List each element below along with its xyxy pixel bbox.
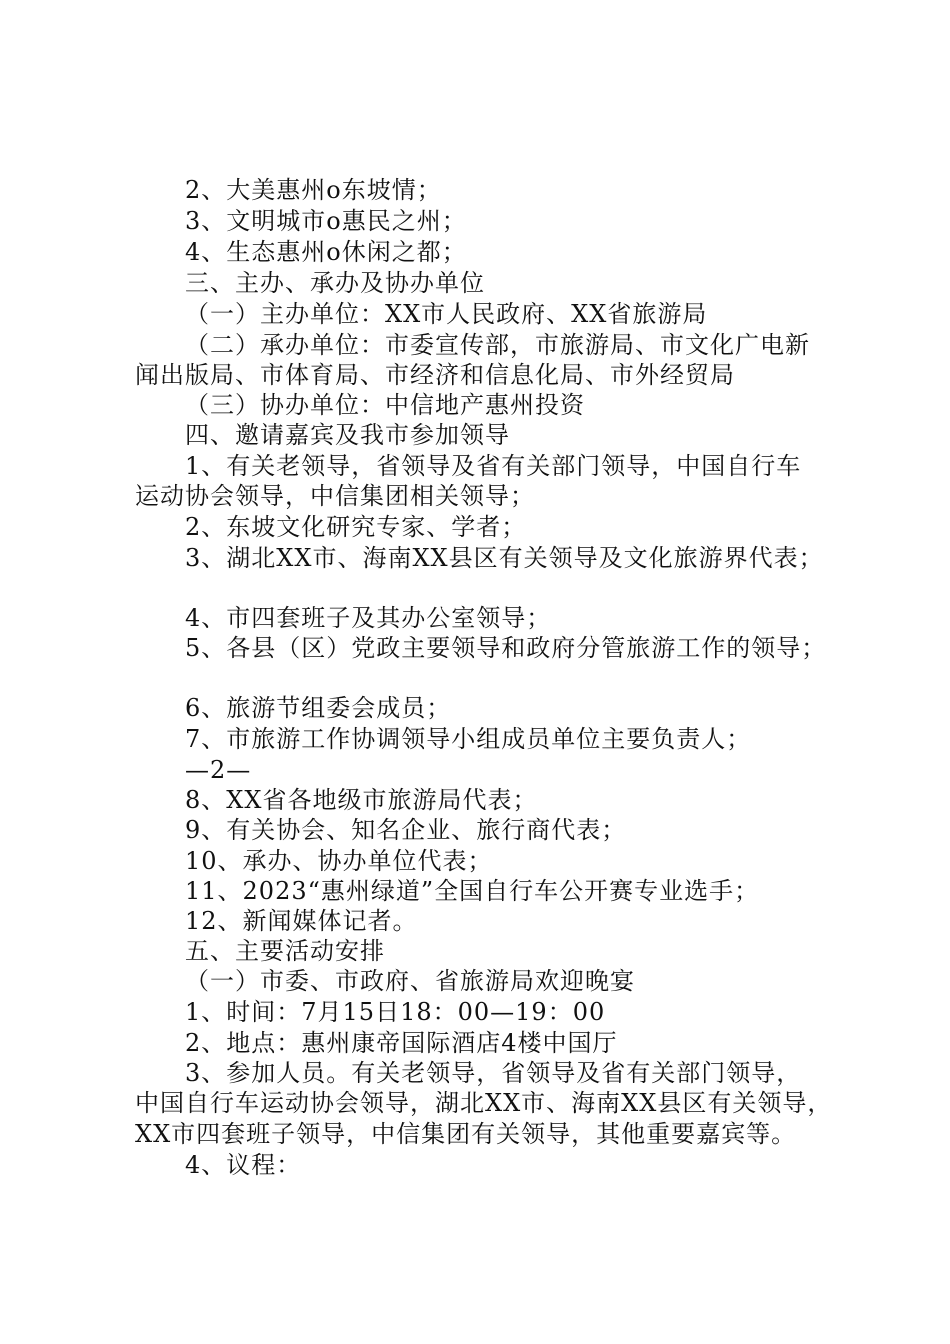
list-item: 闻出版局、市体育局、市经济和信息化局、市外经贸局 [135, 361, 735, 389]
list-item: 3、文明城市o惠民之州； [185, 207, 467, 235]
list-item: 中国自行车运动协会领导，湖北XX市、海南XX县区有关领导， [135, 1089, 833, 1117]
list-item: 4、生态惠州o休闲之都； [185, 238, 467, 266]
section-heading: 三、主办、承办及协办单位 [185, 269, 485, 297]
list-item: 12、新闻媒体记者。 [185, 907, 418, 935]
list-item: XX市四套班子领导，中信集团有关领导，其他重要嘉宾等。 [135, 1120, 797, 1148]
list-item: 7、市旅游工作协调领导小组成员单位主要负责人； [185, 725, 752, 753]
list-item: （三）协办单位：中信地产惠州投资 [185, 391, 585, 419]
list-item: 3、湖北XX市、海南XX县区有关领导及文化旅游界代表； [185, 544, 824, 572]
list-item: 4、议程： [185, 1151, 302, 1179]
list-item: 1、时间：7月15日18：00—19：00 [185, 998, 606, 1026]
list-item: 2、地点：惠州康帝国际酒店4楼中国厅 [185, 1029, 618, 1057]
list-item: （二）承办单位：市委宣传部，市旅游局、市文化广电新 [185, 331, 810, 359]
list-item: 10、承办、协办单位代表； [185, 847, 493, 875]
list-item: 2、大美惠州o东坡情； [185, 176, 442, 204]
list-item: 2、东坡文化研究专家、学者； [185, 513, 527, 541]
list-item: 11、2023“惠州绿道”全国自行车公开赛专业选手； [185, 877, 760, 905]
list-item: 1、有关老领导，省领导及省有关部门领导，中国自行车 [185, 452, 802, 480]
list-item: （一）主办单位：XX市人民政府、XX省旅游局 [185, 300, 708, 328]
list-item: 6、旅游节组委会成员； [185, 694, 452, 722]
page-number: —2— [185, 756, 252, 784]
list-item: 5、各县（区）党政主要领导和政府分管旅游工作的领导； [185, 634, 827, 662]
list-item: （一）市委、市政府、省旅游局欢迎晚宴 [185, 967, 635, 995]
list-item: 4、市四套班子及其办公室领导； [185, 604, 552, 632]
list-item: 9、有关协会、知名企业、旅行商代表； [185, 816, 627, 844]
list-item: 运动协会领导，中信集团相关领导； [135, 482, 535, 510]
section-heading: 五、主要活动安排 [185, 937, 385, 965]
list-item: 3、参加人员。有关老领导，省领导及省有关部门领导， [185, 1059, 802, 1087]
list-item: 8、XX省各地级市旅游局代表； [185, 786, 538, 814]
section-heading: 四、邀请嘉宾及我市参加领导 [185, 421, 510, 449]
